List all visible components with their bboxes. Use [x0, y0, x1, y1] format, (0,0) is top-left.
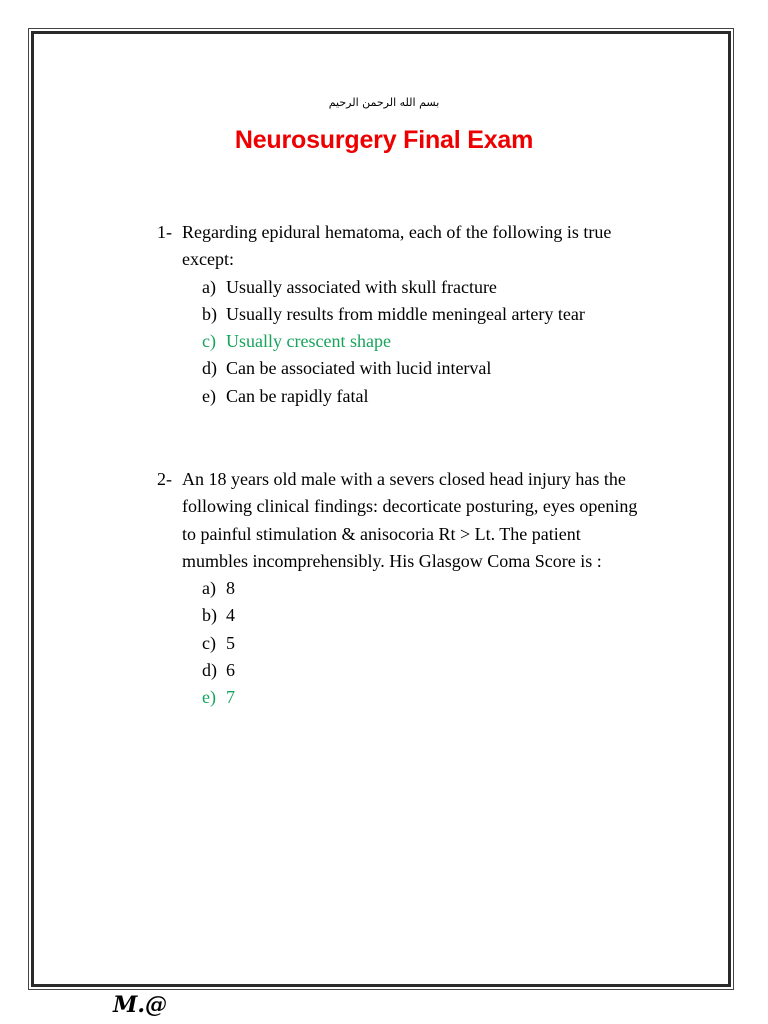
- basmala-heading: بسم الله الرحمن الرحيم: [328, 96, 440, 109]
- option-letter: e): [202, 687, 216, 708]
- option-letter: b): [202, 605, 217, 626]
- answer-option-a: [202, 575, 657, 602]
- option-text: Can be rapidly fatal: [226, 385, 369, 406]
- question-number: 2-: [157, 469, 172, 489]
- question-stem: [157, 466, 657, 575]
- option-text: 8: [226, 578, 235, 599]
- question-stem: [157, 219, 657, 274]
- question-text: An 18 years old male with a severs closed head injury has the following clinical findings: decorticate posturing, eyes opening to painful stimulation & anisocoria Rt > Lt. The patient mumbles incomprehensibly. His Glasgow Coma Score is :: [182, 469, 638, 571]
- option-letter: b): [202, 303, 217, 324]
- option-text: 4: [226, 605, 235, 626]
- option-letter: e): [202, 385, 216, 406]
- option-letter: c): [202, 331, 216, 352]
- answer-option-b: [202, 602, 657, 629]
- question-text: Regarding epidural hematoma, each of the following is true except:: [182, 222, 612, 270]
- option-text: Usually results from middle meningeal artery tear: [226, 303, 585, 324]
- answer-options: [157, 575, 657, 711]
- page-title: Neurosurgery Final Exam: [234, 126, 534, 154]
- question-number: 1-: [157, 222, 172, 242]
- answer-option-b: [202, 301, 657, 328]
- answer-option-d: [202, 657, 657, 684]
- answer-option-c-correct: [202, 328, 657, 355]
- option-text: Can be associated with lucid interval: [226, 358, 492, 379]
- answer-option-c: [202, 630, 657, 657]
- author-signature: M.@: [113, 992, 168, 1018]
- option-letter: d): [202, 660, 217, 681]
- option-text: Usually crescent shape: [226, 331, 391, 352]
- option-letter: d): [202, 358, 217, 379]
- answer-options: [157, 274, 657, 410]
- question-1: [157, 219, 657, 410]
- option-letter: c): [202, 632, 216, 653]
- option-text: 5: [226, 632, 235, 653]
- answer-option-e-correct: [202, 684, 657, 711]
- answer-option-a: [202, 274, 657, 301]
- answer-option-e: [202, 383, 657, 410]
- option-text: 7: [226, 687, 235, 708]
- question-2: [157, 466, 657, 712]
- option-text: 6: [226, 660, 235, 681]
- answer-option-d: [202, 355, 657, 382]
- option-letter: a): [202, 276, 216, 297]
- option-letter: a): [202, 578, 216, 599]
- option-text: Usually associated with skull fracture: [226, 276, 497, 297]
